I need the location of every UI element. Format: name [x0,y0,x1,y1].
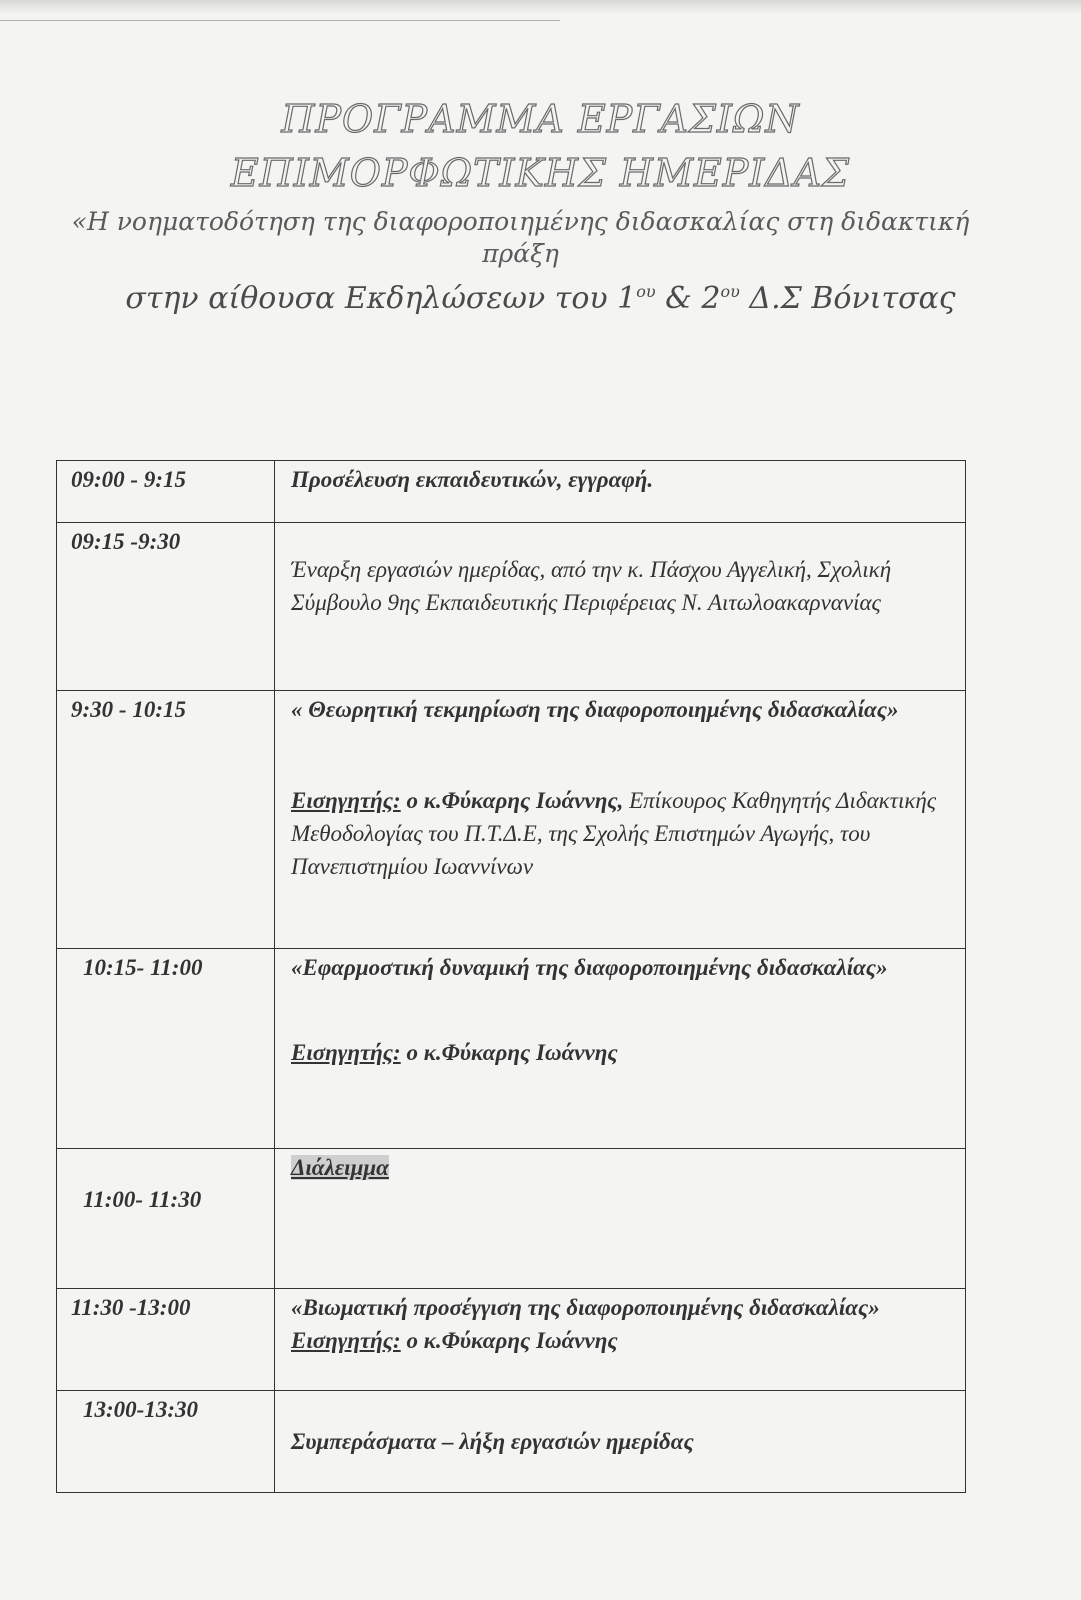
schedule-table [56,460,966,1493]
description-cell [275,523,966,691]
session-topic: «Βιωματική προσέγγιση της διαφοροποιημένης διδασκαλίας» [291,1295,880,1320]
document-header [0,92,1081,319]
schedule-row [57,1289,966,1391]
speaker-name: ο κ.Φύκαρης Ιωάννης [400,1040,618,1065]
session-topic: «Εφαρμοστική δυναμική της διαφοροποιημένης διδασκαλίας» [291,955,888,980]
scan-line [0,20,560,21]
description-cell [275,1391,966,1493]
speaker-affiliation: Επίκουρος Καθηγητής Διδακτικής Μεθοδολογίας του Π.Τ.Δ.Ε, της Σχολής Επιστημών Αγωγής, του Πανεπιστημίου Ιωαννίνων [291,788,937,879]
description-cell [275,1289,966,1391]
description-cell [275,691,966,949]
session-text: Έναρξη εργασιών ημερίδας, από την κ. Πάσχου Αγγελική, Σχολική Σύμβουλο 9ης Εκπαιδευτικής Περιφέρειας Ν. Αιτωλοακαρνανίας [291,557,892,615]
time-cell [57,1149,275,1289]
schedule-row [57,461,966,523]
title-line-1: ΠΡΟΓΡΑΜΜΑ ΕΡΓΑΣΙΩΝ [281,97,800,141]
subtitle [70,206,971,270]
time-cell: 09:00 - 9:15 [57,461,275,523]
time-label: 11:00- 11:30 [83,1187,202,1212]
venue-line [0,272,1081,319]
subtitle-line-2: πράξη [482,239,559,268]
venue-suffix: Δ.Σ Βόνιτσας [739,281,956,316]
speaker-name: ο κ.Φύκαρης Ιωάννης [400,1328,618,1353]
time-cell: 09:15 -9:30 [57,523,275,691]
description-cell [275,1149,966,1289]
venue-middle: & 2 [655,281,721,316]
subtitle-line-1: «Η νοηματοδότηση της διαφοροποιημένης διδασκαλίας στη διδακτική [71,207,970,236]
session-topic: « Θεωρητική τεκμηρίωση της διαφοροποιημένης διδασκαλίας» [291,697,899,722]
description-cell [275,949,966,1149]
venue-sup-1: ου [636,282,656,301]
schedule-row [57,1391,966,1493]
schedule-row [57,523,966,691]
venue-sup-2: ου [720,282,740,301]
time-cell: 10:15- 11:00 [57,949,275,1149]
time-cell: 9:30 - 10:15 [57,691,275,949]
speaker-label: Εισηγητής: [291,788,401,813]
title-line-2: ΕΠΙΜΟΡΦΩΤΙΚΗΣ ΗΜΕΡΙΔΑΣ [230,151,851,195]
venue-prefix: στην αίθουσα Εκδηλώσεων του 1 [125,281,637,316]
scan-edge [0,0,1081,14]
speaker-name: ο κ.Φύκαρης Ιωάννης, [400,788,624,813]
description-cell: Προσέλευση εκπαιδευτικών, εγγραφή. [275,461,966,523]
time-cell: 11:30 -13:00 [57,1289,275,1391]
break-label: Διάλειμμα [291,1155,389,1180]
session-text: Συμπεράσματα – λήξη εργασιών ημερίδας [291,1429,694,1454]
schedule-row [57,1149,966,1289]
schedule-row [57,949,966,1149]
speaker-label: Εισηγητής: [291,1040,401,1065]
schedule-row [57,691,966,949]
time-cell: 13:00-13:30 [57,1391,275,1493]
speaker-label: Εισηγητής: [291,1328,401,1353]
